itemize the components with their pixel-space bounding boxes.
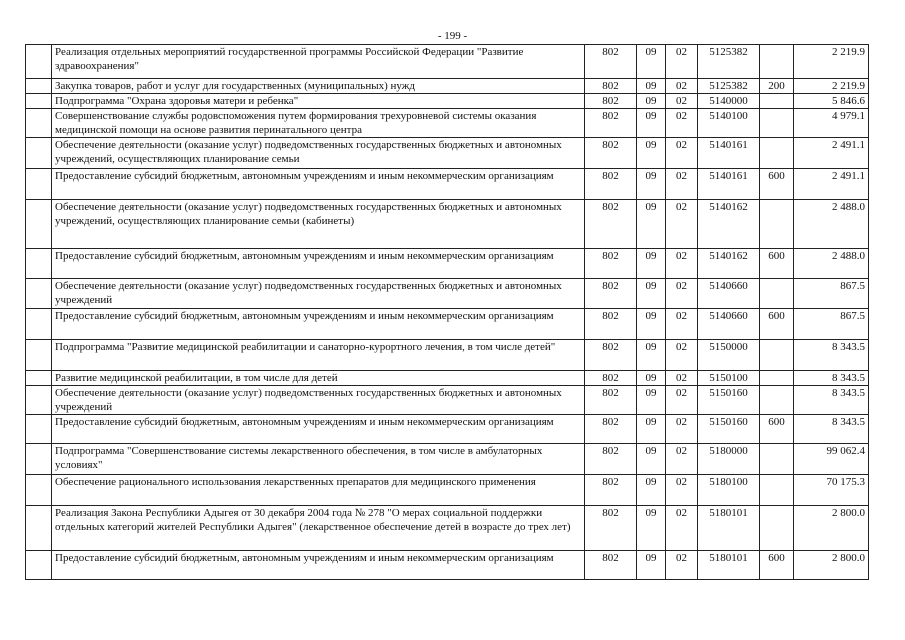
cell-expense-type <box>760 506 794 551</box>
table-row <box>26 279 869 309</box>
cell-description: Обеспечение деятельности (оказание услуг) подведомственных государственных бюджетных и автономных учреждений <box>52 279 585 309</box>
cell-section: 09 <box>637 109 666 138</box>
cell-expense-type <box>760 475 794 506</box>
table-row <box>26 109 869 138</box>
cell-section: 09 <box>637 475 666 506</box>
cell-subsection: 02 <box>666 45 698 79</box>
cell-subsection: 02 <box>666 475 698 506</box>
cell-ved: 802 <box>585 279 637 309</box>
cell-ved: 802 <box>585 109 637 138</box>
cell-target-article: 5140100 <box>698 109 760 138</box>
cell-expense-type <box>760 386 794 415</box>
cell-target-article: 5140162 <box>698 249 760 279</box>
cell-section: 09 <box>637 506 666 551</box>
cell-ved: 802 <box>585 444 637 475</box>
cell-expense-type: 600 <box>760 309 794 340</box>
cell-description: Предоставление субсидий бюджетным, автономным учреждениям и иным некоммерческим организациям <box>52 415 585 444</box>
cell-target-article: 5150000 <box>698 340 760 371</box>
cell-description: Обеспечение деятельности (оказание услуг) подведомственных государственных бюджетных и автономных учреждений, осуществляющих планирование семьи <box>52 138 585 169</box>
cell-amount: 867.5 <box>794 309 869 340</box>
cell-expense-type: 600 <box>760 551 794 580</box>
cell-target-article: 5140161 <box>698 138 760 169</box>
cell-target-article: 5140162 <box>698 200 760 249</box>
cell-section: 09 <box>637 79 666 94</box>
cell-description: Предоставление субсидий бюджетным, автономным учреждениям и иным некоммерческим организациям <box>52 309 585 340</box>
cell-description: Предоставление субсидий бюджетным, автономным учреждениям и иным некоммерческим организациям <box>52 551 585 580</box>
cell-ved: 802 <box>585 415 637 444</box>
cell-target-article: 5180101 <box>698 551 760 580</box>
cell-amount: 2 219.9 <box>794 79 869 94</box>
cell-target-article: 5140000 <box>698 94 760 109</box>
cell-amount: 5 846.6 <box>794 94 869 109</box>
cell-subsection: 02 <box>666 249 698 279</box>
cell-blank <box>26 79 52 94</box>
cell-subsection: 02 <box>666 551 698 580</box>
cell-subsection: 02 <box>666 340 698 371</box>
cell-blank <box>26 475 52 506</box>
cell-amount: 2 800.0 <box>794 551 869 580</box>
cell-subsection: 02 <box>666 506 698 551</box>
table-row <box>26 415 869 444</box>
table-body <box>26 45 869 580</box>
cell-subsection: 02 <box>666 279 698 309</box>
cell-target-article: 5125382 <box>698 79 760 94</box>
table-row <box>26 79 869 94</box>
cell-blank <box>26 169 52 200</box>
cell-ved: 802 <box>585 45 637 79</box>
cell-ved: 802 <box>585 249 637 279</box>
table-row <box>26 138 869 169</box>
cell-target-article: 5150160 <box>698 415 760 444</box>
cell-description: Закупка товаров, работ и услуг для государственных (муниципальных) нужд <box>52 79 585 94</box>
cell-expense-type <box>760 200 794 249</box>
cell-subsection: 02 <box>666 79 698 94</box>
cell-section: 09 <box>637 551 666 580</box>
cell-blank <box>26 386 52 415</box>
cell-blank <box>26 249 52 279</box>
cell-description: Развитие медицинской реабилитации, в том числе для детей <box>52 371 585 386</box>
cell-target-article: 5150160 <box>698 386 760 415</box>
cell-subsection: 02 <box>666 94 698 109</box>
cell-blank <box>26 340 52 371</box>
cell-subsection: 02 <box>666 386 698 415</box>
cell-expense-type <box>760 444 794 475</box>
cell-ved: 802 <box>585 386 637 415</box>
cell-ved: 802 <box>585 551 637 580</box>
cell-blank <box>26 506 52 551</box>
cell-ved: 802 <box>585 169 637 200</box>
table-row <box>26 475 869 506</box>
table-row <box>26 94 869 109</box>
cell-amount: 2 491.1 <box>794 138 869 169</box>
table-row <box>26 45 869 79</box>
cell-target-article: 5140660 <box>698 279 760 309</box>
cell-section: 09 <box>637 249 666 279</box>
cell-ved: 802 <box>585 309 637 340</box>
cell-section: 09 <box>637 169 666 200</box>
cell-expense-type: 600 <box>760 169 794 200</box>
cell-section: 09 <box>637 94 666 109</box>
cell-expense-type <box>760 340 794 371</box>
cell-target-article: 5140660 <box>698 309 760 340</box>
cell-subsection: 02 <box>666 109 698 138</box>
cell-ved: 802 <box>585 506 637 551</box>
cell-ved: 802 <box>585 79 637 94</box>
cell-amount: 2 219.9 <box>794 45 869 79</box>
cell-expense-type: 200 <box>760 79 794 94</box>
cell-target-article: 5180100 <box>698 475 760 506</box>
cell-blank <box>26 109 52 138</box>
table-row <box>26 386 869 415</box>
table-row <box>26 200 869 249</box>
cell-blank <box>26 200 52 249</box>
cell-blank <box>26 551 52 580</box>
cell-expense-type: 600 <box>760 415 794 444</box>
cell-blank <box>26 309 52 340</box>
cell-section: 09 <box>637 444 666 475</box>
cell-section: 09 <box>637 340 666 371</box>
cell-target-article: 5180000 <box>698 444 760 475</box>
cell-subsection: 02 <box>666 371 698 386</box>
cell-blank <box>26 94 52 109</box>
cell-blank <box>26 415 52 444</box>
cell-amount: 4 979.1 <box>794 109 869 138</box>
page-number: - 199 - <box>437 30 468 42</box>
cell-expense-type <box>760 94 794 109</box>
cell-description: Обеспечение рационального использования лекарственных препаратов для медицинского применения <box>52 475 585 506</box>
cell-blank <box>26 371 52 386</box>
cell-description: Обеспечение деятельности (оказание услуг) подведомственных государственных бюджетных и автономных учреждений, осуществляющих планирование семьи (кабинеты) <box>52 200 585 249</box>
cell-subsection: 02 <box>666 444 698 475</box>
cell-description: Подпрограмма "Совершенствование системы лекарственного обеспечения, в том числе в амбулаторных условиях" <box>52 444 585 475</box>
cell-section: 09 <box>637 279 666 309</box>
table-row <box>26 340 869 371</box>
cell-description: Совершенствование службы родовспоможения путем формирования трехуровневой системы оказания медицинской помощи на основе развития перинатального центра <box>52 109 585 138</box>
cell-ved: 802 <box>585 138 637 169</box>
cell-amount: 8 343.5 <box>794 386 869 415</box>
cell-target-article: 5180101 <box>698 506 760 551</box>
cell-section: 09 <box>637 371 666 386</box>
cell-section: 09 <box>637 138 666 169</box>
cell-ved: 802 <box>585 340 637 371</box>
cell-expense-type <box>760 45 794 79</box>
cell-amount: 2 800.0 <box>794 506 869 551</box>
cell-expense-type: 600 <box>760 249 794 279</box>
table-row <box>26 506 869 551</box>
table-row <box>26 444 869 475</box>
cell-amount: 2 488.0 <box>794 200 869 249</box>
table-row <box>26 169 869 200</box>
cell-subsection: 02 <box>666 200 698 249</box>
cell-amount: 99 062.4 <box>794 444 869 475</box>
cell-ved: 802 <box>585 94 637 109</box>
cell-amount: 867.5 <box>794 279 869 309</box>
cell-blank <box>26 444 52 475</box>
cell-subsection: 02 <box>666 138 698 169</box>
cell-section: 09 <box>637 309 666 340</box>
cell-blank <box>26 138 52 169</box>
table-row <box>26 249 869 279</box>
cell-amount: 70 175.3 <box>794 475 869 506</box>
cell-subsection: 02 <box>666 169 698 200</box>
cell-description: Реализация Закона Республики Адыгея от 30 декабря 2004 года № 278 "О мерах социальной поддержки отдельных категорий жителей Республики Адыгея" (лекарственное обеспечение детей в возрасте до трех лет) <box>52 506 585 551</box>
cell-subsection: 02 <box>666 415 698 444</box>
cell-amount: 8 343.5 <box>794 415 869 444</box>
cell-expense-type <box>760 109 794 138</box>
cell-description: Подпрограмма "Охрана здоровья матери и ребенка" <box>52 94 585 109</box>
cell-expense-type <box>760 138 794 169</box>
cell-section: 09 <box>637 386 666 415</box>
cell-description: Предоставление субсидий бюджетным, автономным учреждениям и иным некоммерческим организациям <box>52 169 585 200</box>
cell-subsection: 02 <box>666 309 698 340</box>
cell-description: Предоставление субсидий бюджетным, автономным учреждениям и иным некоммерческим организациям <box>52 249 585 279</box>
table-row <box>26 309 869 340</box>
cell-target-article: 5150100 <box>698 371 760 386</box>
cell-target-article: 5140161 <box>698 169 760 200</box>
table-row <box>26 551 869 580</box>
cell-target-article: 5125382 <box>698 45 760 79</box>
cell-amount: 8 343.5 <box>794 371 869 386</box>
cell-blank <box>26 279 52 309</box>
cell-section: 09 <box>637 200 666 249</box>
cell-expense-type <box>760 371 794 386</box>
cell-section: 09 <box>637 415 666 444</box>
cell-blank <box>26 45 52 79</box>
cell-amount: 2 491.1 <box>794 169 869 200</box>
budget-table <box>25 44 869 580</box>
cell-description: Подпрограмма "Развитие медицинской реабилитации и санаторно-курортного лечения, в том числе детей" <box>52 340 585 371</box>
cell-section: 09 <box>637 45 666 79</box>
cell-expense-type <box>760 279 794 309</box>
cell-amount: 8 343.5 <box>794 340 869 371</box>
cell-ved: 802 <box>585 200 637 249</box>
cell-ved: 802 <box>585 371 637 386</box>
cell-description: Обеспечение деятельности (оказание услуг) подведомственных государственных бюджетных и автономных учреждений <box>52 386 585 415</box>
cell-ved: 802 <box>585 475 637 506</box>
cell-description: Реализация отдельных мероприятий государственной программы Российской Федерации "Развитие здравоохранения" <box>52 45 585 79</box>
table-row <box>26 371 869 386</box>
cell-amount: 2 488.0 <box>794 249 869 279</box>
